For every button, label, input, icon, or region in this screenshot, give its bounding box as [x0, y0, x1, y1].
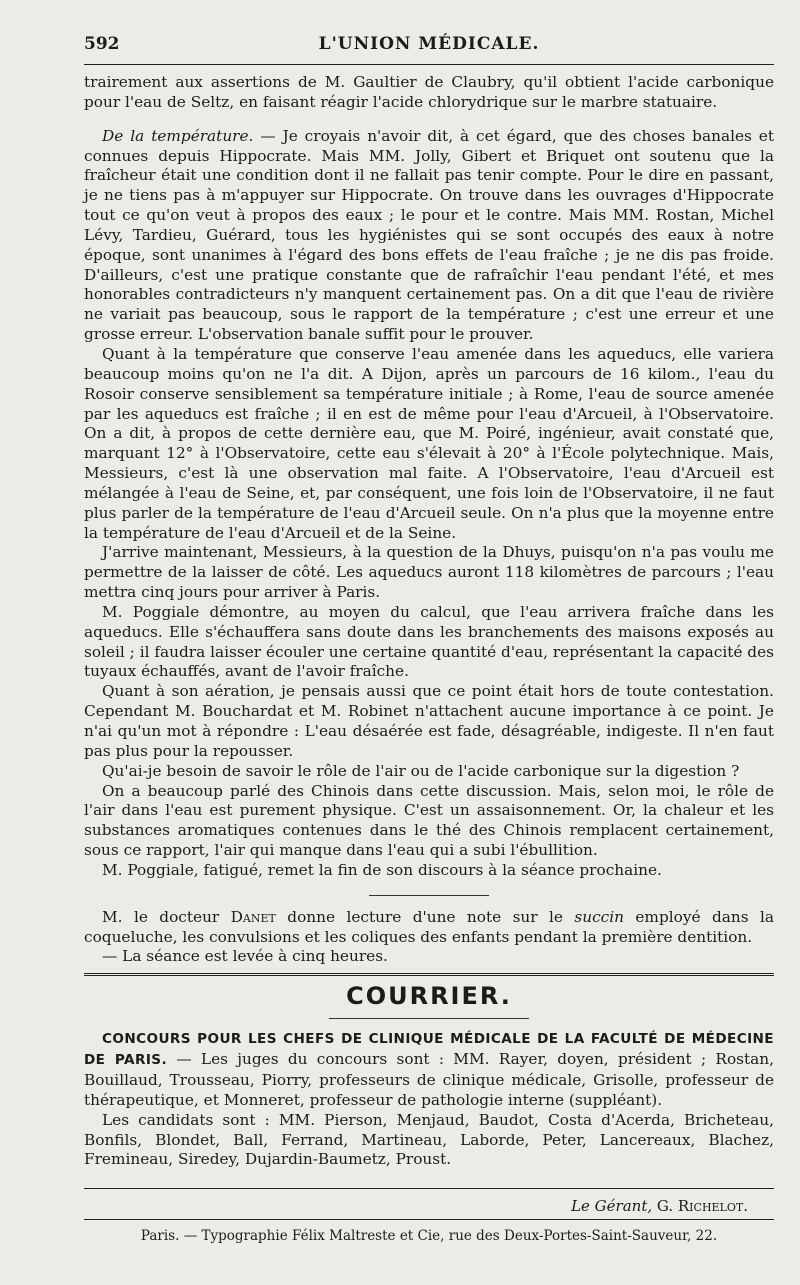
paragraph-2-text: — Je croyais n'avoir dit, à cet égard, que des choses banales et connues depuis Hippocrate. Mais MM. Jolly, Gibert et Briquet ont soutenu que la fraîcheur était une condition dont il ne fallait pas tenir compte. Pour le dire en passant, je ne tiens pas à m'appuyer sur Hippocrate. On trouve dans les ouvrages d'Hippocrate tout ce qu'on veut à propos des eaux ; le pour et le contre. Mais MM. Rostan, Michel Lévy, Tardieu, Guérard, tous les hygiénistes qui se sont occupés des eaux à notre époque, sont unanimes à l'égard des bons effets de l'eau fraîche ; je ne dis pas froide. D'ailleurs, c'est une pratique constante que de rafraîchir l'eau pendant l'été, et mes honorables contradicteurs n'y manquent certainement pas. On a dit que l'eau de rivière ne variait pas beaucoup, sous le rapport de la température ; c'est une erreur et une grosse erreur. L'observation banale suffit pour le prouver. [84, 126, 774, 344]
paragraph-3: Quant à la température que conserve l'eau amenée dans les aqueducs, elle variera beaucoup moins qu'on ne l'a dit. A Dijon, après un parcours de 16 kilom., l'eau du Rosoir conserve sensiblement sa température initiale ; à Rome, l'eau de source amenée par les aqueducs est fraîche ; il en est de même pour l'eau d'Arcueil, à l'Observatoire. On a dit, à propos de cette dernière eau, que M. Poiré, ingénieur, avait constaté que, marquant 12° à l'Observatoire, cette eau s'élevait à 20° à l'École polytechnique. Mais, Messieurs, c'est là une observation mal faite. A l'Observatoire, l'eau d'Arcueil est mélangée à l'eau de Seine, et, par conséquent, une fois loin de l'Observatoire, il ne faut plus parler de la température de l'eau d'Arcueil seule. On n'a plus que la moyenne entre la température de l'eau d'Arcueil et de la Seine. [84, 344, 774, 542]
section-lead: De la température. [102, 126, 254, 145]
gerant-label: Le Gérant, [571, 1197, 653, 1216]
paragraph-7: Qu'ai-je besoin de savoir le rôle de l'air ou de l'acide carbonique sur la digestion ? [102, 761, 740, 780]
text-run: donne lecture d'une note sur le [275, 907, 575, 926]
imprint-rule [84, 1219, 774, 1220]
courrier-paragraph-1 [84, 1029, 774, 1110]
page-number: 592 [84, 34, 120, 54]
text-run: employé dans la coqueluche, les convulsions et les coliques des enfants pendant la première dentition. [84, 907, 774, 946]
courrier-double-rule [84, 973, 774, 976]
paragraph-10 [84, 908, 774, 948]
section-separator [369, 895, 489, 896]
paragraph-gap [84, 113, 774, 127]
paragraph-4: J'arrive maintenant, Messieurs, à la question de la Dhuys, puisqu'on n'a pas voulu me permettre de la laisser de côté. Les aqueducs auront 118 kilomètres de parcours ; l'eau mettra cinq jours pour arriver à Paris. [84, 543, 774, 602]
header-rule [84, 64, 774, 65]
paragraph-6: Quant à son aération, je pensais aussi que ce point était hors de toute contestation. Cependant M. Bouchardat et M. Robinet n'attachent aucune importance à ce point. Je n'ai qu'un mot à répondre : L'eau désaérée est fade, désagréable, indigeste. Il n'en faut pas plus pour la repousser. [84, 682, 774, 760]
text-run: M. le docteur [102, 907, 231, 926]
paragraph-temperature [84, 127, 774, 345]
paragraph-8: On a beaucoup parlé des Chinois dans cette discussion. Mais, selon moi, le rôle de l'air dans l'eau est purement physique. C'est un assaisonnement. Or, la chaleur et les substances aromatiques contenues dans le thé des Chinois remplacent certainement, sous ce rapport, l'air qui manque dans l'eau qui a subi l'ébullition. [84, 781, 774, 860]
courrier-heading: CONCOURS POUR LES CHEFS DE CLINIQUE MÉDICALE DE LA FACULTÉ DE MÉDECINE DE PARIS. [84, 1031, 774, 1069]
courrier-paragraph-2: Les candidats sont : MM. Pierson, Menjaud, Baudot, Costa d'Acerda, Bricheteau, Bonfils, Blondet, Ball, Ferrand, Martineau, Laborde, Peter, Lancereaux, Blachez, Fremineau, Siredey, Dujardin-Baumetz, Proust. [84, 1110, 774, 1169]
paragraph-5: M. Poggiale démontre, au moyen du calcul, que l'eau arrivera fraîche dans les aqueducs. Elle s'échauffera sans doute dans les branchements des maisons exposés au soleil ; il faudra laisser écouler une certaine quantité d'eau, représentant la capacité des tuyaux échauffés, avant de l'avoir fraîche. [84, 602, 774, 681]
courrier-title: COURRIER. [346, 982, 512, 1011]
footer-rule [84, 1188, 774, 1189]
running-title: L'UNION MÉDICALE. [318, 34, 540, 54]
page-header [84, 28, 774, 60]
paragraph-1: trairement aux assertions de M. Gaultier de Claubry, qu'il obtient l'acide carbonique pour l'eau de Seltz, en faisant réagir l'acide chlorydrique sur le marbre statuaire. [84, 73, 774, 111]
courrier-rule [329, 1018, 529, 1019]
printer-imprint: Paris. — Typographie Félix Maltreste et Cie, rue des Deux-Portes-Saint-Sauveur, 22. [140, 1228, 718, 1245]
gerant-name: G. Richelot. [656, 1197, 748, 1216]
paragraph-11: — La séance est levée à cinq heures. [102, 947, 388, 966]
courrier-text-1: — Les juges du concours sont : MM. Rayer, doyen, président ; Rostan, Bouillaud, Trousseau, Piorry, professeurs de clinique médicale, Grisolle, professeur de thérapeutique, et Monneret, professeur de pathologie interne (suppléant). [84, 1050, 774, 1109]
italic-word: succin [574, 907, 624, 926]
paragraph-9: M. Poggiale, fatigué, remet la fin de son discours à la séance prochaine. [102, 860, 662, 879]
author-name: Danet [230, 907, 276, 926]
gerant-line [84, 1197, 774, 1215]
